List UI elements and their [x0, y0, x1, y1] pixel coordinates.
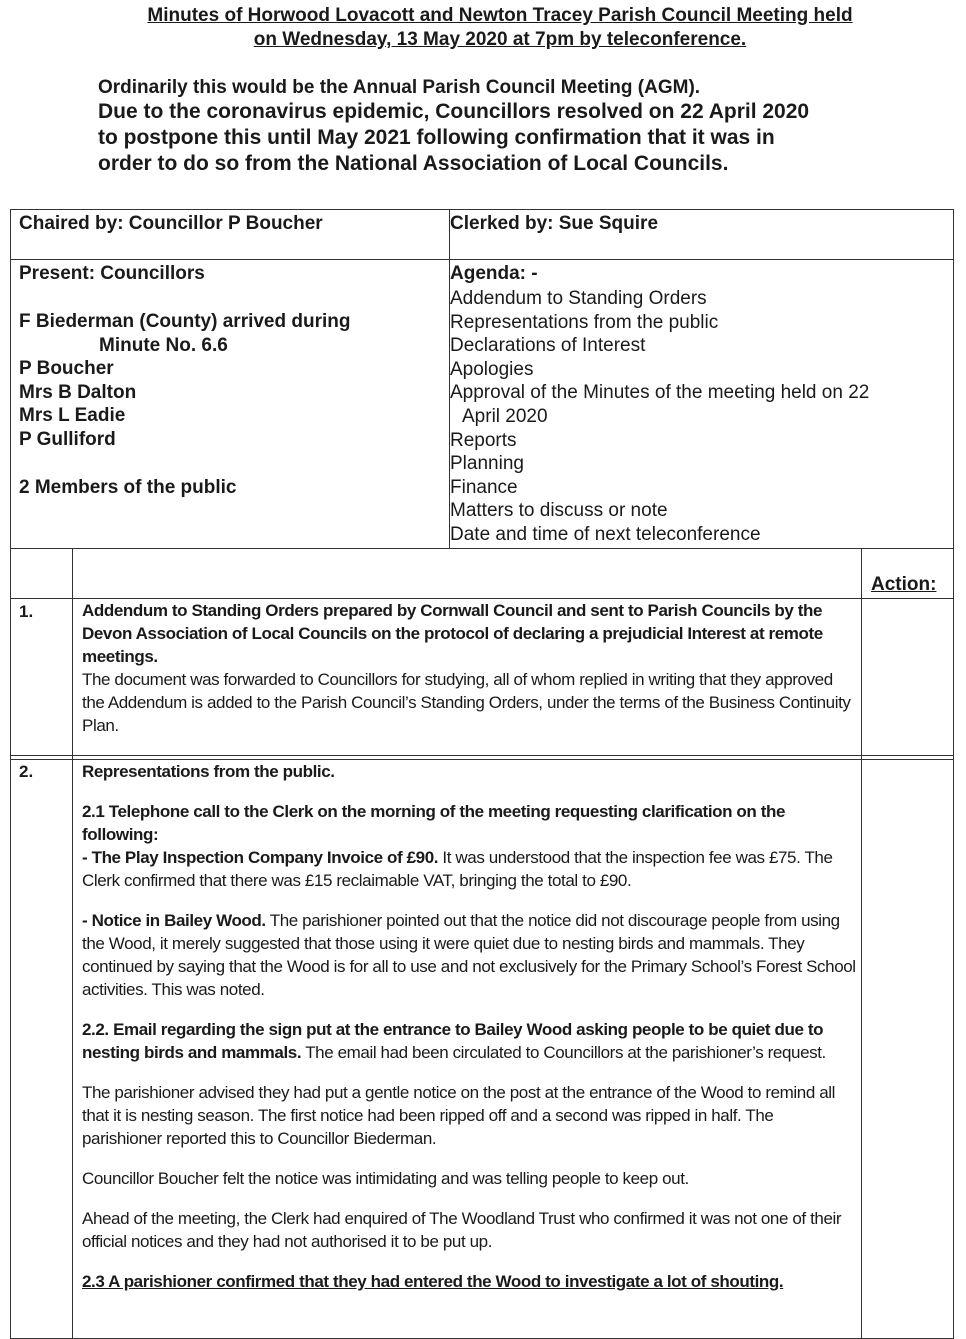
agenda-item: Reports: [450, 429, 517, 451]
notice-ripped-paragraph: The parishioner advised they had put a gentle notice on the post at the entrance of the Wood to remind all that it is nesting season. The first notice had been ripped off and a second was ripped in half. The parishioner reported this to Councillor Biederman.: [82, 1083, 836, 1148]
item-2-heading: Representations from the public.: [82, 762, 335, 781]
intro-postponement: [98, 99, 898, 177]
present-label: Present: Councillors: [19, 263, 205, 284]
action-column-header: Action:: [871, 574, 937, 595]
chaired-by: Chaired by: Councillor P Boucher: [19, 213, 323, 234]
members-of-public: 2 Members of the public: [19, 476, 237, 498]
minute-item-1: [82, 599, 857, 737]
attendee: Mrs L Eadie: [19, 405, 126, 427]
play-invoice-paragraph: [82, 846, 857, 892]
play-invoice-text: It was understood that the inspection fee was £75. The Clerk confirmed that there was £15 reclaimable VAT, bringing the total to £90.: [82, 848, 833, 890]
table-divider: [72, 548, 73, 1338]
clerked-by: Clerked by: Sue Squire: [450, 213, 659, 234]
meeting-details-table: [10, 209, 954, 549]
agenda-item: Planning: [450, 453, 524, 475]
table-divider: [861, 548, 862, 1338]
attendee: Mrs B Dalton: [19, 381, 137, 403]
notice-text: The parishioner pointed out that the notice did not discourage people from using the Wood, it merely suggested that those using it were quiet due to nesting birds and mammals. They continued by saying that the Wood is for all to use and not exclusively for the Primary School’s Forest School activities. This was noted.: [82, 911, 856, 999]
item-1-heading: Addendum to Standing Orders prepared by Cornwall Council and sent to Parish Councils by the Devon Association of Local Councils on the protocol of declaring a prejudicial Interest at remote meetings.: [82, 601, 823, 666]
item-2-1-heading: 2.1 Telephone call to the Clerk on the morning of the meeting requesting clarification on the following:: [82, 802, 786, 844]
agenda-item: Date and time of next teleconference: [450, 523, 761, 545]
item-2-2-bold: 2.2. Email regarding the sign put at the entrance to Bailey Wood asking people to be quiet due to nesting birds and mammals.: [82, 1020, 824, 1062]
attendee: F Biederman (County) arrived during: [19, 311, 351, 332]
item-1-text: The document was forwarded to Councillors for studying, all of whom replied in writing that they approved the Addendum is added to the Parish Council’s Standing Orders, under the terms of the Business Continuity Plan.: [82, 670, 851, 735]
notice-bold: - Notice in Bailey Wood.: [82, 911, 266, 930]
table-divider: [11, 259, 953, 260]
agenda-item: Representations from the public: [450, 311, 719, 333]
agenda-item: Declarations of Interest: [450, 335, 646, 357]
agenda-item: Approval of the Minutes of the meeting held on 22: [450, 382, 870, 404]
agenda-item: Apologies: [450, 358, 534, 380]
intro-line-3: to postpone this until May 2021 following confirmation that it was in: [98, 126, 775, 149]
agenda-list: [450, 287, 869, 547]
play-invoice-bold: - The Play Inspection Company Invoice of £90.: [82, 848, 439, 867]
agenda-item-continued: April 2020: [462, 405, 548, 427]
table-divider: [11, 755, 953, 756]
attendee-list: [19, 310, 350, 499]
item-number: 2.: [19, 762, 34, 781]
minutes-title-line-1: Minutes of Horwood Lovacott and Newton Tracey Parish Council Meeting held: [147, 5, 853, 26]
minute-item-2: [82, 760, 857, 1293]
attendee: P Boucher: [19, 358, 114, 380]
attendee-note: Minute No. 6.6: [99, 334, 228, 356]
agenda-item: Addendum to Standing Orders: [450, 288, 707, 309]
item-number: 1.: [19, 602, 34, 621]
intro-line-2: Due to the coronavirus epidemic, Councillors resolved on 22 April 2020: [98, 100, 810, 123]
item-2-2-text: The email had been circulated to Councillors at the parishioner’s request.: [301, 1043, 826, 1062]
minutes-table: [10, 548, 954, 1339]
minutes-title-line-2: on Wednesday, 13 May 2020 at 7pm by teleconference.: [253, 29, 747, 50]
bailey-wood-notice-paragraph: [82, 909, 857, 1001]
item-2-3-heading: 2.3 A parishioner confirmed that they had entered the Wood to investigate a lot of shouting.: [82, 1272, 784, 1291]
woodland-trust-paragraph: Ahead of the meeting, the Clerk had enquired of The Woodland Trust who confirmed it was not one of their official notices and they had not authorised it to be put up.: [82, 1209, 842, 1251]
intro-agm-note: Ordinarily this would be the Annual Parish Council Meeting (AGM).: [98, 77, 701, 98]
agenda-label: Agenda: -: [450, 263, 538, 284]
councillor-boucher-paragraph: Councillor Boucher felt the notice was intimidating and was telling people to keep out.: [82, 1169, 689, 1188]
intro-line-4: order to do so from the National Association of Local Councils.: [98, 152, 729, 175]
item-2-2-paragraph: [82, 1018, 857, 1064]
agenda-item: Finance: [450, 476, 518, 498]
attendee: P Gulliford: [19, 428, 116, 450]
agenda-item: Matters to discuss or note: [450, 500, 668, 522]
